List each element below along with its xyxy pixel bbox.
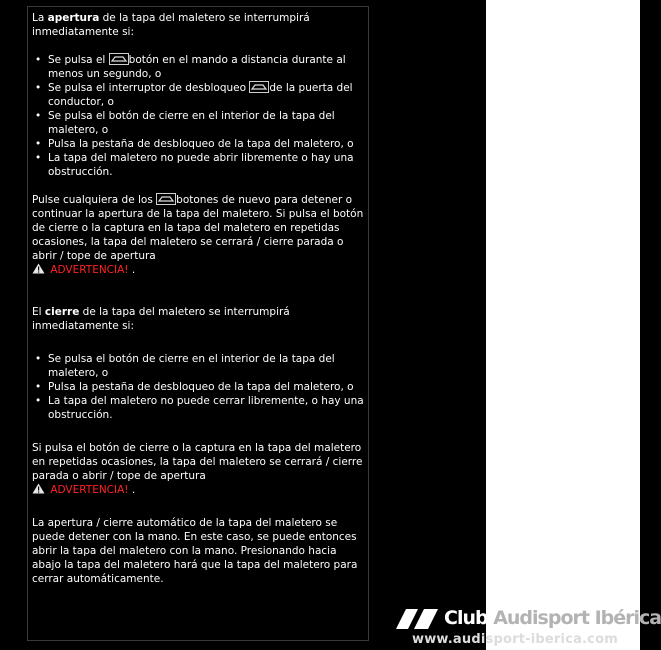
closing-keyword: cierre <box>44 306 80 318</box>
closing-paragraph: Si pulsa el botón de cierre o la captura en la tapa del maletero en repetidas ocasiones, la tapa del maletero se cerrará / cierre parada o abrir / tope de apertura ADVERTENCIA! . <box>32 442 363 496</box>
trunk-button-icon <box>109 53 129 65</box>
warning-triangle-icon <box>32 263 45 274</box>
opening-keyword: apertura <box>47 12 100 24</box>
list-item: • La tapa del maletero no puede cerrar libremente, o hay una obstrucción. <box>32 394 364 422</box>
warning-triangle-icon <box>32 483 45 494</box>
warning-link[interactable]: ADVERTENCIA! <box>50 484 129 496</box>
list-item: • La tapa del maletero no puede abrir libremente o hay una obstrucción. <box>32 151 364 179</box>
manual-stop-paragraph: La apertura / cierre automático de la tapa del maletero se puede detener con la mano. En este caso, se puede entonces abrir la tapa del maletero con la mano. Presionando hacia abajo la tapa del maletero hará que la tapa del maletero para cerrar automáticamente. <box>32 517 358 585</box>
watermark-title: Club Audisport Ibérica <box>444 607 661 629</box>
opening-intro: La apertura de la tapa del maletero se interrumpirá inmediatamente si: <box>32 12 310 38</box>
opening-conditions-list <box>32 53 364 179</box>
closing-intro: El cierre de la tapa del maletero se interrumpirá inmediatamente si: <box>32 306 290 332</box>
watermark-logo <box>392 605 661 650</box>
trunk-button-icon <box>156 193 176 205</box>
list-item: • Pulsa la pestaña de desbloqueo de la tapa del maletero, o <box>32 137 364 151</box>
opening-paragraph: Pulse cualquiera de los botones de nuevo para detener o continuar la apertura de la tapa del maletero. Si pulsa el botón de cierre o la captura en la tapa del maletero en repetidas ocasiones, la tapa del maletero se cerrará / cierre parada o abrir / tope de apertura ADVERTENCIA! . <box>32 194 364 276</box>
list-item: • Se pulsa el botón en el mando a distancia durante al menos un segundo, o <box>32 53 364 81</box>
list-item: • Se pulsa el botón de cierre en el interior de la tapa del maletero, o <box>32 109 364 137</box>
watermark-url: www.audisport-iberica.com <box>412 632 618 647</box>
list-item: • Se pulsa el botón de cierre en el interior de la tapa del maletero, o <box>32 352 364 380</box>
list-item: • Se pulsa el interruptor de desbloqueo de la puerta del conductor, o <box>32 81 364 109</box>
manual-text-panel <box>27 6 369 641</box>
list-item: • Pulsa la pestaña de desbloqueo de la tapa del maletero, o <box>32 380 364 394</box>
warning-link[interactable]: ADVERTENCIA! <box>50 264 129 276</box>
blank-margin <box>486 0 640 650</box>
trunk-button-icon <box>249 81 269 93</box>
club-logo-icon <box>392 608 440 630</box>
closing-conditions-list <box>32 352 364 422</box>
